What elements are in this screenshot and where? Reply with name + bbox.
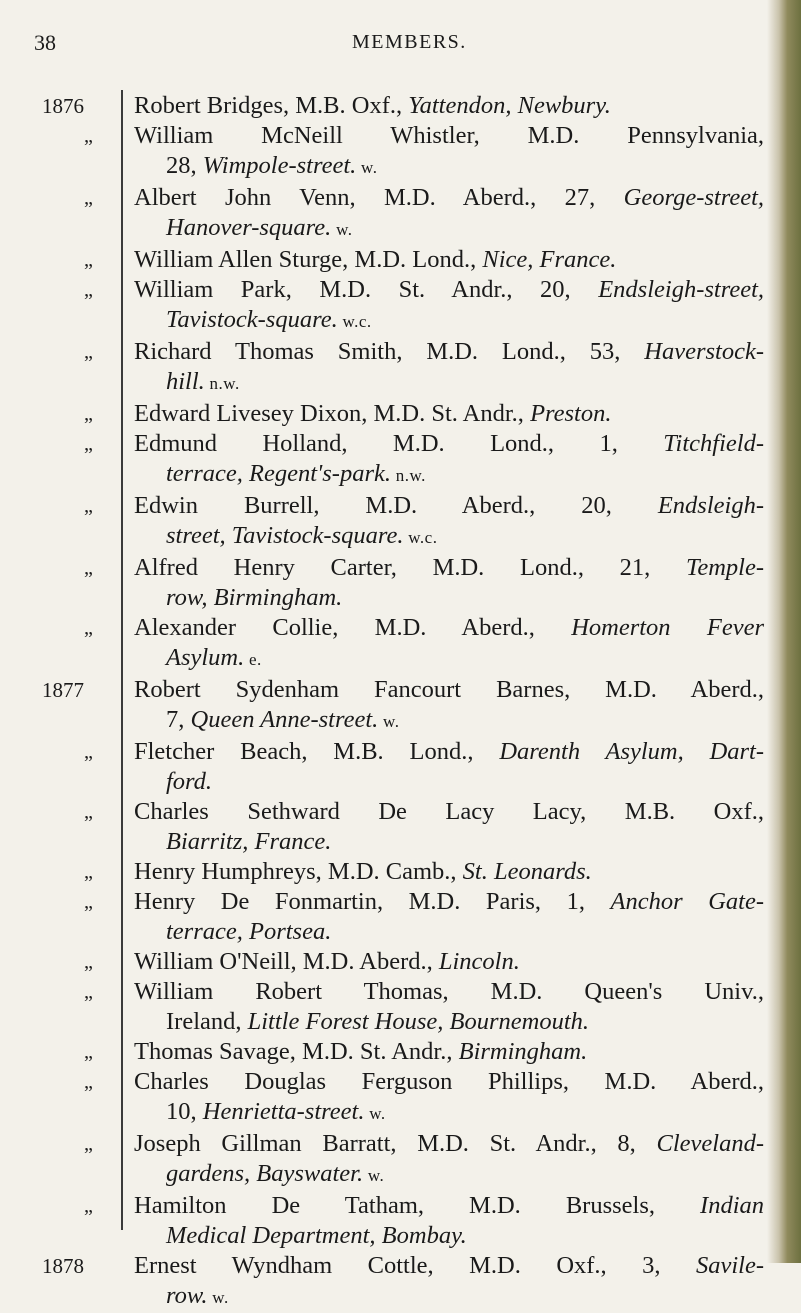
- member-entry: [0, 857, 770, 887]
- entry-text: Alexander Collie, M.D. Aberd.,: [134, 614, 572, 641]
- member-name-line: [134, 429, 764, 459]
- member-address-line: [134, 767, 764, 797]
- member-name-line: [134, 1191, 764, 1221]
- member-text: [134, 429, 764, 491]
- member-entry: [0, 91, 770, 121]
- postal-district: w.: [364, 1104, 386, 1123]
- member-text: [134, 887, 764, 947]
- member-name-line: [134, 553, 764, 583]
- member-entry: [0, 121, 770, 183]
- member-address-line: [134, 151, 764, 183]
- postal-district: w.: [356, 158, 378, 177]
- address-italic: Queen Anne-street.: [190, 706, 379, 733]
- member-text: [134, 1129, 764, 1191]
- address-italic: Tavistock-square.: [166, 306, 338, 333]
- member-text: [134, 399, 764, 429]
- member-address-line: [134, 213, 764, 245]
- member-address-line: [134, 1221, 764, 1251]
- ditto-mark: „: [84, 1071, 93, 1093]
- member-text: [134, 183, 764, 245]
- address-italic: Indian: [700, 1192, 764, 1219]
- member-address-line: [134, 1097, 764, 1129]
- entry-text: Henry Humphreys, M.D. Camb.,: [134, 858, 463, 885]
- member-list: [0, 91, 770, 1313]
- member-address-line: [134, 459, 764, 491]
- postal-district: w.: [363, 1166, 385, 1185]
- member-entry: [0, 245, 770, 275]
- member-entry: [0, 275, 770, 337]
- ditto-mark: „: [84, 801, 93, 823]
- entry-text: Robert Bridges, M.B. Oxf.,: [134, 92, 409, 119]
- entry-text: William Park, M.D. St. Andr., 20,: [134, 276, 599, 303]
- entry-text: Thomas Savage, M.D. St. Andr.,: [134, 1038, 459, 1065]
- postal-district: w.: [378, 712, 400, 731]
- address-italic: street, Tavistock-square.: [166, 522, 404, 549]
- member-text: [134, 1037, 764, 1067]
- member-text: [134, 797, 764, 857]
- member-address-line: [134, 1007, 764, 1037]
- address-italic: Asylum.: [166, 644, 245, 671]
- ditto-mark: „: [84, 341, 93, 363]
- address-italic: Lincoln.: [438, 948, 520, 975]
- ditto-mark: „: [84, 433, 93, 455]
- entry-text: William Allen Sturge, M.D. Lond.,: [134, 246, 483, 273]
- entry-text: Edwin Burrell, M.D. Aberd., 20,: [134, 492, 658, 519]
- member-text: [134, 245, 764, 275]
- address-italic: George-street,: [623, 184, 764, 211]
- entry-text: 7,: [166, 706, 191, 733]
- member-name-line: [134, 977, 764, 1007]
- election-year: 1878: [42, 1254, 84, 1278]
- entry-text: William Robert Thomas, M.D. Queen's Univ.,: [134, 978, 764, 1005]
- member-name-line: [134, 1037, 764, 1067]
- ditto-mark: „: [84, 741, 93, 763]
- member-entry: [0, 737, 770, 797]
- member-text: [134, 491, 764, 553]
- member-entry: [0, 887, 770, 947]
- member-name-line: [134, 887, 764, 917]
- member-name-line: [134, 337, 764, 367]
- ditto-mark: „: [84, 861, 93, 883]
- address-italic: Wimpole-street.: [202, 152, 357, 179]
- entry-text: Joseph Gillman Barratt, M.D. St. Andr., 8,: [134, 1130, 657, 1157]
- address-italic: Little Forest House, Bournemouth.: [247, 1008, 590, 1035]
- entry-text: 28,: [166, 152, 203, 179]
- address-italic: Hanover-square.: [166, 214, 332, 241]
- member-name-line: [134, 675, 764, 705]
- member-text: [134, 977, 764, 1037]
- page-edge: [767, 0, 801, 1263]
- member-name-line: [134, 399, 764, 429]
- address-italic: Darenth Asylum, Dart-: [499, 738, 765, 765]
- member-text: [134, 553, 764, 613]
- member-entry: [0, 1037, 770, 1067]
- member-address-line: [134, 1159, 764, 1191]
- ditto-mark: „: [84, 187, 93, 209]
- entry-text: Hamilton De Tatham, M.D. Brussels,: [134, 1192, 701, 1219]
- address-italic: ford.: [166, 768, 213, 795]
- postal-district: n.w.: [391, 466, 426, 485]
- member-text: [134, 857, 764, 887]
- member-entry: [0, 1191, 770, 1251]
- member-name-line: [134, 797, 764, 827]
- member-address-line: [134, 705, 764, 737]
- member-name-line: [134, 245, 764, 275]
- ditto-mark: „: [84, 1041, 93, 1063]
- entry-text: Albert John Venn, M.D. Aberd., 27,: [134, 184, 624, 211]
- ditto-mark: „: [84, 403, 93, 425]
- member-text: [134, 337, 764, 399]
- postal-district: w.: [331, 220, 353, 239]
- member-address-line: [134, 305, 764, 337]
- address-italic: Medical Department, Bombay.: [166, 1222, 467, 1249]
- entry-text: Edward Livesey Dixon, M.D. St. Andr.,: [134, 400, 531, 427]
- address-italic: Yattendon, Newbury.: [408, 92, 611, 119]
- member-name-line: [134, 613, 764, 643]
- address-italic: gardens, Bayswater.: [166, 1160, 364, 1187]
- ditto-mark: „: [84, 1195, 93, 1217]
- member-text: [134, 737, 764, 797]
- member-address-line: [134, 643, 764, 675]
- member-entry: [0, 491, 770, 553]
- election-year: 1876: [42, 94, 84, 118]
- entry-text: Edmund Holland, M.D. Lond., 1,: [134, 430, 664, 457]
- address-italic: terrace, Regent's-park.: [166, 460, 391, 487]
- address-italic: Anchor Gate-: [610, 888, 764, 915]
- member-entry: [0, 337, 770, 399]
- member-address-line: [134, 917, 764, 947]
- member-name-line: [134, 91, 764, 121]
- entry-text: Richard Thomas Smith, M.D. Lond., 53,: [134, 338, 645, 365]
- postal-district: w.: [207, 1288, 229, 1307]
- address-italic: Nice, France.: [482, 246, 617, 273]
- entry-text: Henry De Fonmartin, M.D. Paris, 1,: [134, 888, 611, 915]
- member-entry: [0, 977, 770, 1037]
- member-text: [134, 1067, 764, 1129]
- address-italic: Biarritz, France.: [166, 828, 332, 855]
- entry-text: Charles Douglas Ferguson Phillips, M.D. Aberd.,: [134, 1068, 764, 1095]
- member-name-line: [134, 947, 764, 977]
- member-name-line: [134, 1251, 764, 1281]
- entry-text: Ireland,: [166, 1008, 248, 1035]
- member-name-line: [134, 121, 764, 151]
- address-italic: Homerton Fever: [571, 614, 764, 641]
- member-entry: [0, 399, 770, 429]
- member-entry: [0, 429, 770, 491]
- address-italic: Henrietta-street.: [202, 1098, 365, 1125]
- member-entry: [0, 183, 770, 245]
- member-text: [134, 1191, 764, 1251]
- member-name-line: [134, 737, 764, 767]
- address-italic: Temple-: [685, 554, 764, 581]
- postal-district: w.c.: [337, 312, 372, 331]
- member-address-line: [134, 827, 764, 857]
- ditto-mark: „: [84, 891, 93, 913]
- member-entry: [0, 553, 770, 613]
- member-address-line: [134, 367, 764, 399]
- member-name-line: [134, 857, 764, 887]
- member-name-line: [134, 1067, 764, 1097]
- member-text: [134, 675, 764, 737]
- postal-district: w.c.: [403, 528, 438, 547]
- ditto-mark: „: [84, 125, 93, 147]
- ditto-mark: „: [84, 981, 93, 1003]
- ditto-mark: „: [84, 495, 93, 517]
- postal-district: e.: [244, 650, 262, 669]
- member-entry: [0, 947, 770, 977]
- ditto-mark: „: [84, 951, 93, 973]
- postal-district: n.w.: [204, 374, 240, 393]
- address-italic: Cleveland-: [656, 1130, 764, 1157]
- member-name-line: [134, 275, 764, 305]
- address-italic: Endsleigh-: [657, 492, 764, 519]
- member-text: [134, 275, 764, 337]
- address-italic: row.: [166, 1282, 208, 1309]
- member-name-line: [134, 491, 764, 521]
- address-italic: Titchfield-: [663, 430, 764, 457]
- election-year: 1877: [42, 678, 84, 702]
- entry-text: Charles Sethward De Lacy Lacy, M.B. Oxf.,: [134, 798, 764, 825]
- ditto-mark: „: [84, 279, 93, 301]
- address-italic: Birmingham.: [458, 1038, 588, 1065]
- member-entry: [0, 1129, 770, 1191]
- member-address-line: [134, 1281, 764, 1313]
- entry-text: 10,: [166, 1098, 203, 1125]
- address-italic: Savile-: [695, 1252, 764, 1279]
- member-entry: [0, 675, 770, 737]
- member-entry: [0, 613, 770, 675]
- member-text: [134, 613, 764, 675]
- member-name-line: [134, 1129, 764, 1159]
- ditto-mark: „: [84, 617, 93, 639]
- address-italic: hill.: [166, 368, 205, 395]
- member-address-line: [134, 521, 764, 553]
- entry-text: Fletcher Beach, M.B. Lond.,: [134, 738, 500, 765]
- address-italic: row, Birmingham.: [166, 584, 343, 611]
- entry-text: Ernest Wyndham Cottle, M.D. Oxf., 3,: [134, 1252, 696, 1279]
- member-entry: [0, 797, 770, 857]
- member-entry: [0, 1251, 770, 1313]
- entry-text: William McNeill Whistler, M.D. Pennsylvania,: [134, 122, 764, 149]
- entry-text: William O'Neill, M.D. Aberd.,: [134, 948, 439, 975]
- address-italic: Endsleigh-street,: [598, 276, 764, 303]
- address-italic: terrace, Portsea.: [166, 918, 332, 945]
- member-entry: [0, 1067, 770, 1129]
- entry-text: Alfred Henry Carter, M.D. Lond., 21,: [134, 554, 686, 581]
- running-head: MEMBERS.: [352, 31, 467, 53]
- member-text: [134, 91, 764, 121]
- member-text: [134, 121, 764, 183]
- member-address-line: [134, 583, 764, 613]
- ditto-mark: „: [84, 1133, 93, 1155]
- page-number: 38: [34, 30, 56, 55]
- member-text: [134, 947, 764, 977]
- member-name-line: [134, 183, 764, 213]
- member-text: [134, 1251, 764, 1313]
- entry-text: Robert Sydenham Fancourt Barnes, M.D. Aberd.,: [134, 676, 764, 703]
- address-italic: Haverstock-: [644, 338, 764, 365]
- ditto-mark: „: [84, 557, 93, 579]
- address-italic: Preston.: [530, 400, 612, 427]
- address-italic: St. Leonards.: [462, 858, 592, 885]
- ditto-mark: „: [84, 249, 93, 271]
